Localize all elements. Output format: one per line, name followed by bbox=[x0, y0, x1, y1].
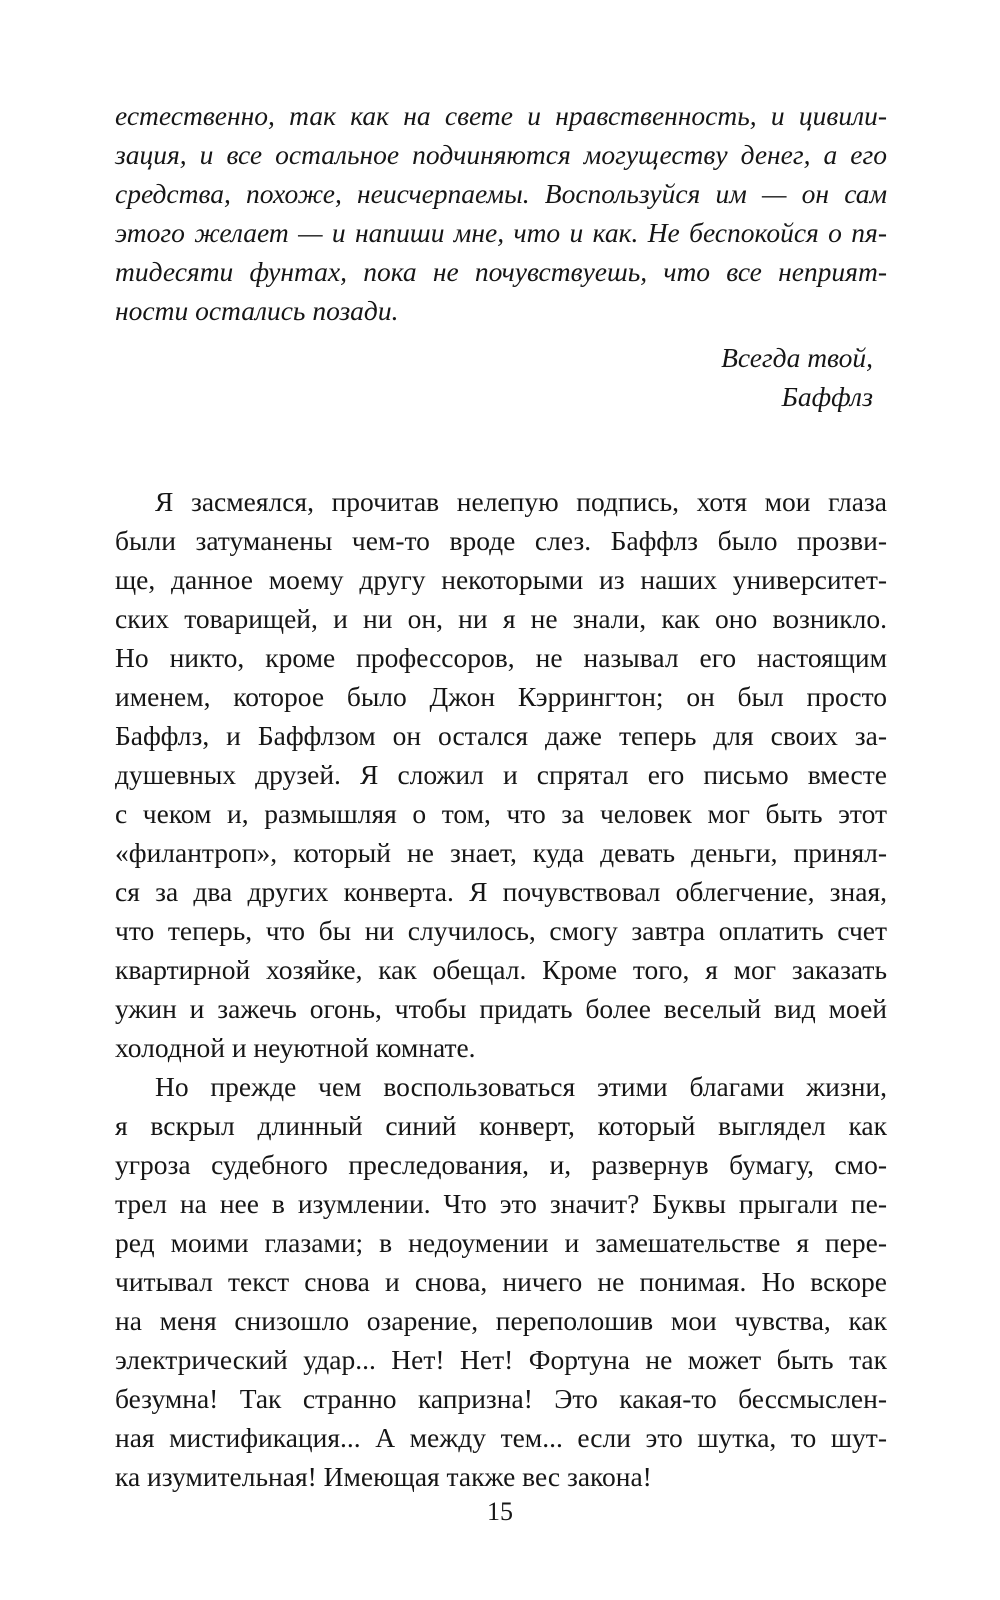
text-block bbox=[115, 96, 887, 1496]
text-line: ся за два других конверта. Я почувствовал облегчение, зная, bbox=[115, 876, 887, 907]
text-line: ужин и зажечь огонь, чтобы придать более веселый вид моей bbox=[115, 993, 887, 1024]
text-line: естественно, так как на свете и нравственность, и цивили- bbox=[115, 100, 887, 131]
text-line: были затуманены чем-то вроде слез. Баффлз было прозви- bbox=[115, 525, 887, 556]
text-line: средства, похоже, неисчерпаемы. Воспользуйся им — он сам bbox=[115, 178, 887, 209]
text-line: читывал текст снова и снова, ничего не понимая. Но вскоре bbox=[115, 1266, 887, 1297]
text-line: я вскрыл длинный синий конверт, который выглядел как bbox=[115, 1110, 887, 1141]
text-line: электрический удар... Нет! Нет! Фортуна не может быть так bbox=[115, 1344, 887, 1375]
text-line: трел на нее в изумлении. Что это значит? Буквы прыгали пе- bbox=[115, 1188, 887, 1219]
text-line: безумна! Так странно капризна! Это какая-то бессмыслен- bbox=[115, 1383, 887, 1414]
text-line: ще, данное моему другу некоторыми из наших университет- bbox=[115, 564, 887, 595]
main-text bbox=[115, 482, 887, 1496]
text-line: «филантроп», который не знает, куда девать деньги, принял- bbox=[115, 837, 887, 868]
text-line: Но прежде чем воспользоваться этими благами жизни, bbox=[155, 1071, 887, 1102]
letter-excerpt bbox=[115, 96, 887, 330]
text-line: зация, и все остальное подчиняются могуществу денег, а его bbox=[115, 139, 887, 170]
text-line: холодной и неуютной комнате. bbox=[115, 1032, 476, 1063]
paragraph bbox=[115, 1067, 887, 1496]
text-line: ности остались позади. bbox=[115, 295, 399, 326]
text-line: именем, которое было Джон Кэррингтон; он был просто bbox=[115, 681, 887, 712]
text-line: ред моими глазами; в недоумении и замешательстве я пере- bbox=[115, 1227, 887, 1258]
text-line: Я засмеялся, прочитав нелепую подпись, хотя мои глаза bbox=[155, 486, 887, 517]
letter-signature bbox=[115, 338, 887, 416]
text-line: квартирной хозяйке, как обещал. Кроме того, я мог заказать bbox=[115, 954, 887, 985]
text-line: Но никто, кроме профессоров, не называл его настоящим bbox=[115, 642, 887, 673]
text-line: на меня снизошло озарение, переполошив мои чувства, как bbox=[115, 1305, 887, 1336]
text-line: ка изумительная! Имеющая также вес закона! bbox=[115, 1461, 652, 1492]
text-line: Всегда твой, bbox=[721, 342, 873, 373]
text-line: Баффлз bbox=[781, 381, 873, 412]
page-number: 15 bbox=[487, 1497, 513, 1526]
paragraph bbox=[115, 482, 887, 1067]
text-line: угроза судебного преследования, и, развернув бумагу, смо- bbox=[115, 1149, 887, 1180]
text-line: душевных друзей. Я сложил и спрятал его письмо вместе bbox=[115, 759, 887, 790]
text-line: ная мистификация... А между тем... если это шутка, то шут- bbox=[115, 1422, 887, 1453]
text-line: ских товарищей, и ни он, ни я не знали, как оно возникло. bbox=[115, 603, 887, 634]
text-line: с чеком и, размышляя о том, что за человек мог быть этот bbox=[115, 798, 887, 829]
text-line: этого желает — и напиши мне, что и как. Не беспокойся о пя- bbox=[115, 217, 887, 248]
text-line: что теперь, что бы ни случилось, смогу завтра оплатить счет bbox=[115, 915, 887, 946]
text-line: Баффлз, и Баффлзом он остался даже теперь для своих за- bbox=[115, 720, 887, 751]
text-line: тидесяти фунтах, пока не почувствуешь, что все неприят- bbox=[115, 256, 887, 287]
